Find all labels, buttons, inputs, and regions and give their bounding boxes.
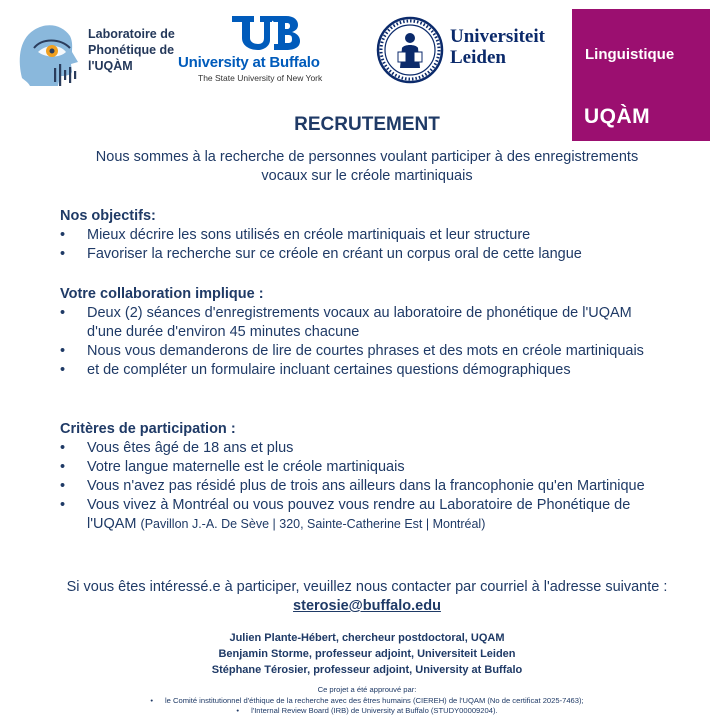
contact-paragraph: [60, 578, 674, 616]
ub-monogram-icon: [228, 14, 302, 52]
signer-line: Julien Plante-Hébert, chercheur postdoctoral, UQAM: [229, 632, 505, 644]
list-item: • Vous êtes âgé de 18 ans et plus: [60, 439, 670, 458]
objectives-section: [60, 207, 670, 264]
ethics-approval: [70, 685, 664, 717]
leiden-name-line: Leiden: [450, 47, 506, 68]
list-item: • Favoriser la recherche sur ce créole en créant un corpus oral de cette langue: [60, 245, 670, 264]
intro-text: Nous sommes à la recherche de personnes voulant participer à des enregistrements vocaux sur le créole martiniquais: [95, 149, 639, 184]
list-item: [60, 496, 670, 534]
collaboration-heading: Votre collaboration implique :: [60, 286, 264, 302]
list-item: • Votre langue maternelle est le créole martiniquais: [60, 458, 670, 477]
approval-list: [70, 696, 664, 717]
list-item: • Vous n'avez pas résidé plus de trois ans ailleurs dans la francophonie qu'en Martinique: [60, 477, 670, 496]
lab-name-line: Phonétique de: [88, 43, 175, 57]
list-item: • Nous vous demanderons de lire de courtes phrases et des mots en créole martiniquais: [60, 342, 670, 361]
lab-name-line: l'UQÀM: [88, 59, 133, 73]
ub-subtitle: The State University of New York: [198, 73, 323, 83]
uqam-brand: UQÀM: [584, 105, 651, 128]
linguistique-label: Linguistique: [585, 46, 675, 63]
contact-email-link[interactable]: sterosie@buffalo.edu: [293, 598, 441, 614]
collaboration-list: [60, 304, 670, 380]
signer-line: Benjamin Storme, professeur adjoint, Universiteit Leiden: [218, 648, 516, 660]
list-item: • le Comité institutionnel d'éthique de la recherche avec des êtres humains (CIEREH) de l'UQAM (No de certificat 2025-7463);: [70, 696, 664, 707]
universiteit-leiden-logo: [376, 16, 566, 88]
criteria-section: [60, 420, 670, 534]
page-title: RECRUTEMENT: [294, 114, 440, 135]
criteria-location-main: Vous vivez à Montréal ou vous pouvez vous rendre au Laboratoire de Phonétique de l'UQAM: [87, 497, 631, 532]
university-at-buffalo-logo: [176, 14, 352, 86]
leiden-name: [450, 26, 545, 68]
criteria-heading: Critères de participation :: [60, 421, 236, 437]
lab-phonetique-logo: [16, 18, 176, 88]
list-item: • Deux (2) séances d'enregistrements vocaux au laboratoire de phonétique de l'UQAM d'une durée d'environ 45 minutes chacune: [60, 304, 670, 342]
head-profile-eye-icon: [16, 18, 82, 88]
leiden-seal-icon: [376, 16, 444, 84]
list-item: • Mieux décrire les sons utilisés en créole martiniquais et leur structure: [60, 226, 670, 245]
signer-line: Stéphane Térosier, professeur adjoint, University at Buffalo: [211, 664, 523, 676]
leiden-name-line: Universiteit: [450, 26, 545, 47]
objectives-heading: Nos objectifs:: [60, 208, 156, 224]
list-item: • et de compléter un formulaire incluant certaines questions démographiques: [60, 361, 670, 380]
signers-block: [0, 630, 720, 678]
ub-name: University at Buffalo: [178, 54, 320, 71]
lab-name: [88, 26, 175, 74]
contact-text: Si vous êtes intéressé.e à participer, veuillez nous contacter par courriel à l'adresse suivante :: [66, 579, 668, 595]
collaboration-section: [60, 285, 670, 380]
criteria-list: [60, 439, 670, 534]
approval-heading: Ce projet a été approuvé par:: [317, 685, 417, 694]
criteria-location-address: (Pavillon J.-A. De Sève | 320, Sainte-Catherine Est | Montréal): [140, 517, 486, 531]
lab-name-line: Laboratoire de: [88, 27, 175, 41]
list-item: • l'Internal Review Board (IRB) de University at Buffalo (STUDY00009204).: [70, 706, 664, 717]
objectives-list: [60, 226, 670, 264]
